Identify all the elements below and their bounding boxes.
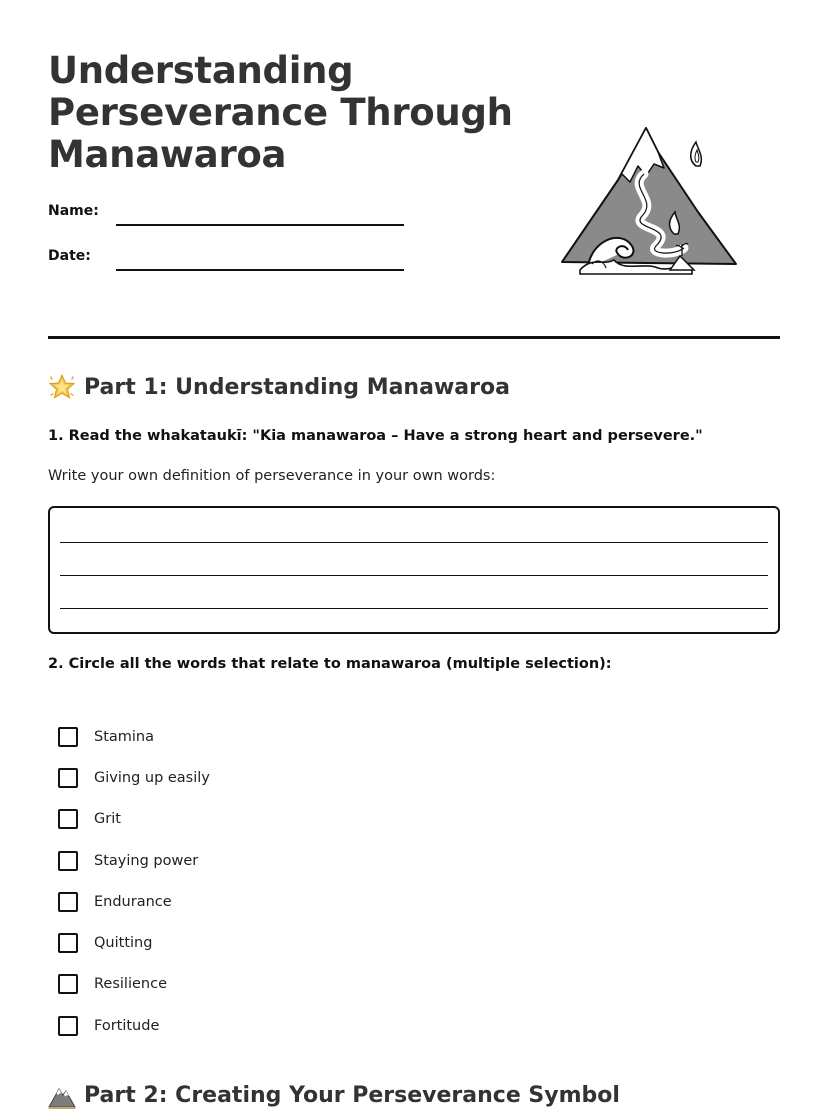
date-field [48, 247, 404, 265]
option-quitting[interactable] [58, 922, 210, 963]
question-1-instruction: Write your own definition of perseverance in your own words: [48, 468, 496, 484]
option-checkbox[interactable] [58, 933, 78, 953]
option-label: Fortitude [94, 1017, 160, 1034]
name-line[interactable] [116, 210, 404, 226]
option-stamina[interactable] [58, 716, 210, 757]
question-2: 2. Circle all the words that relate to manawaroa (multiple selection): [48, 656, 612, 672]
option-grit[interactable] [58, 799, 210, 840]
option-label: Resilience [94, 976, 167, 993]
option-label: Stamina [94, 728, 155, 745]
header-divider [48, 336, 780, 339]
star-emoji-icon [48, 373, 76, 401]
option-giving-up-easily[interactable] [58, 757, 210, 798]
option-label: Grit [94, 811, 121, 828]
name-field [48, 202, 404, 220]
mountain-wave-flame-illustration [558, 122, 740, 280]
word-options-list [58, 716, 210, 1046]
answer-line [60, 608, 768, 609]
option-checkbox[interactable] [58, 768, 78, 788]
question-1: 1. Read the whakataukī: "Kia manawaroa – Have a strong heart and persevere." [48, 428, 703, 444]
option-label: Giving up easily [94, 769, 210, 786]
option-endurance[interactable] [58, 881, 210, 922]
option-checkbox[interactable] [58, 851, 78, 871]
name-label: Name: [48, 203, 99, 219]
mountain-emoji-icon [48, 1081, 76, 1109]
definition-answer-box[interactable] [48, 506, 780, 634]
option-label: Staying power [94, 852, 199, 869]
option-staying-power[interactable] [58, 840, 210, 881]
part1-title-text: Part 1: Understanding Manawaroa [84, 374, 510, 400]
answer-line [60, 575, 768, 576]
option-resilience[interactable] [58, 964, 210, 1005]
part1-title [48, 373, 510, 401]
answer-line [60, 542, 768, 543]
option-checkbox[interactable] [58, 974, 78, 994]
date-label: Date: [48, 248, 91, 264]
part2-title-text: Part 2: Creating Your Perseverance Symbol [84, 1082, 620, 1108]
option-checkbox[interactable] [58, 1016, 78, 1036]
option-checkbox[interactable] [58, 809, 78, 829]
worksheet-title: Understanding Perseverance Through Manawaroa [48, 49, 513, 176]
date-line[interactable] [116, 255, 404, 271]
option-checkbox[interactable] [58, 892, 78, 912]
option-label: Endurance [94, 893, 172, 910]
option-label: Quitting [94, 935, 153, 952]
option-checkbox[interactable] [58, 727, 78, 747]
part2-title [48, 1081, 620, 1109]
option-fortitude[interactable] [58, 1005, 210, 1046]
